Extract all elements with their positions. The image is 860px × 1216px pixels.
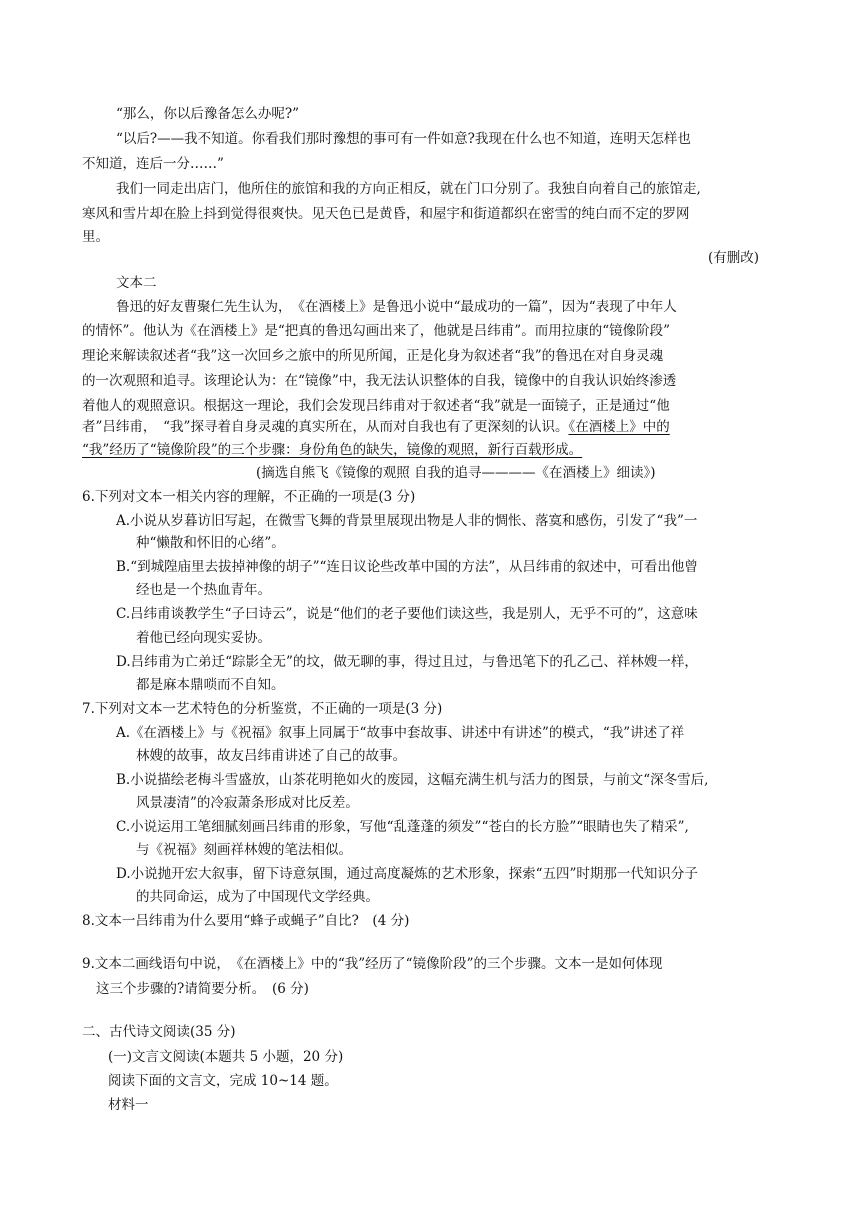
underlined-sentence-start: 《在酒楼上》中的 [568, 419, 670, 435]
q7-option-c: C.小说运用工笔细腻刻画吕纬甫的形象，写他“乱蓬蓬的须发”“苍白的长方脸”“眼睛也失了精采”, [116, 819, 689, 835]
text2-heading: 文本二 [116, 275, 157, 291]
q7-option-a-cont: 林嫂的故事，故友吕纬甫讲述了自己的故事。 [136, 748, 406, 764]
q7-stem: 7.下列对文本一艺术特色的分析鉴赏，不正确的一项是(3 分) [82, 701, 443, 717]
q6-option-b: B.“到城隍庙里去拔掉神像的胡子”“连日议论些改革中国的方法”，从吕纬甫的叙述中，可看出他曾 [116, 559, 698, 575]
q6-option-a: A.小说从岁暮访旧写起，在微雪飞舞的背景里展现出物是人非的惆怅、落寞和感伤，引发了“我”一 [116, 513, 698, 529]
q7-option-b-cont: 风景凄清”的冷寂萧条形成对比反差。 [136, 795, 359, 811]
q6-option-a-cont: 种“懒散和怀旧的心绪”。 [136, 535, 285, 551]
text2-line-5: 着他人的观照意识。根据这一理论，我们会发现吕纬甫对于叙述者“我”就是一面镜子，正是通过“他 [82, 398, 670, 414]
dialogue-line-3: 不知道，连后一分……” [82, 156, 224, 172]
underlined-sentence-end: “我”经历了“镜像阶段”的三个步骤：身份角色的缺失，镜像的观照，新行百载形成。 [82, 442, 583, 458]
narration-line-2: 寒风和雪片却在脸上抖到觉得很爽快。见天色已是黄昏，和屋宇和街道都织在密雪的纯白而不定的罗网 [82, 206, 690, 222]
q7-option-c-cont: 与《祝福》刻画祥林嫂的笔法相似。 [136, 842, 352, 858]
q6-stem: 6.下列对文本一相关内容的理解，不正确的一项是(3 分) [82, 489, 416, 505]
q8-stem: 8.文本一吕纬甫为什么要用“蜂子或蝇子”自比? (4 分) [82, 913, 410, 929]
q6-option-d: D.吕纬甫为亡弟迁“踪影全无”的坟，做无聊的事，得过且过，与鲁迅笔下的孔乙己、祥林嫂一样， [116, 654, 698, 670]
text2-line-4: 的一次观照和追寻。该理论认为：在“镜像”中，我无法认识整体的自我，镜像中的自我认识始终渗透 [82, 373, 677, 389]
q7-option-d: D.小说抛开宏大叙事，留下诗意氛围，通过高度凝炼的艺术形象，探索“五四”时期那一代知识分子 [116, 866, 698, 882]
q7-option-b: B.小说描绘老梅斗雪盛放，山茶花明艳如火的废园，这幅充满生机与活力的图景，与前文“深冬雪后, [116, 772, 709, 788]
narration-line-1: 我们一同走出店门，他所住的旅馆和我的方向正相反，就在门口分别了。我独自向着自己的旅馆走, [116, 181, 701, 197]
dialogue-line-2: “以后?——我不知道。你看我们那时豫想的事可有一件如意?我现在什么也不知道，连明天怎样也 [116, 131, 691, 147]
section2-subheading: (一)文言文阅读(本题共 5 小题，20 分) [108, 1049, 344, 1065]
text2-line-6-plain: 者”吕纬甫， “我”探寻着自身灵魂的真实所在，从而对自我也有了更深刻的认识。 [82, 419, 569, 435]
q6-option-c-cont: 着他已经向现实妥协。 [136, 630, 271, 646]
material-one-label: 材料一 [108, 1097, 149, 1113]
q6-option-d-cont: 都是麻本鼎唢而不自知。 [136, 677, 285, 693]
edit-note: (有删改) [708, 250, 760, 266]
section2-instruction: 阅读下面的文言文，完成 10~14 题。 [108, 1073, 338, 1089]
text2-line-6 [82, 417, 670, 437]
text2-line-2: 的情怀”。他认为《在酒楼上》是“把真的鲁迅勾画出来了，他就是吕纬甫”。而用拉康的“镜像阶段” [82, 323, 671, 339]
section2-heading: 二、古代诗文阅读(35 分) [82, 1024, 236, 1040]
text2-line-1: 鲁迅的好友曹聚仁先生认为， 《在酒楼上》是鲁迅小说中“最成功的一篇”，因为“表现了中年人 [116, 299, 677, 315]
dialogue-line-1: “那么，你以后豫备怎么办呢?” [116, 106, 300, 122]
q7-option-a: A.《在酒楼上》与《祝福》叙事上同属于“故事中套故事、讲述中有讲述”的模式，“我”讲述了祥 [116, 725, 685, 741]
narration-line-3: 里。 [82, 229, 109, 245]
q6-option-b-cont: 经也是一个热血青年。 [136, 582, 271, 598]
text2-line-3: 理论来解读叙述者“我”这一次回乡之旅中的所见所闻，正是化身为叙述者“我”的鲁迅在对自身灵魂 [82, 348, 664, 364]
q7-option-d-cont: 的共同命运，成为了中国现代文学经典。 [136, 889, 379, 905]
q9-line-2: 这三个步骤的?请简要分析。 (6 分) [96, 981, 309, 997]
q6-option-c: C.吕纬甫谈教学生“子曰诗云”，说是“他们的老子要他们读这些，我是别人，无乎不可的”，这意味 [116, 606, 698, 622]
q9-line-1: 9.文本二画线语句中说， 《在酒楼上》中的“我”经历了“镜像阶段”的三个步骤。文本一是如何体现 [82, 956, 663, 972]
text2-source: (摘选自熊飞《镜像的观照 自我的追寻————《在酒楼上》细读》) [256, 465, 656, 481]
